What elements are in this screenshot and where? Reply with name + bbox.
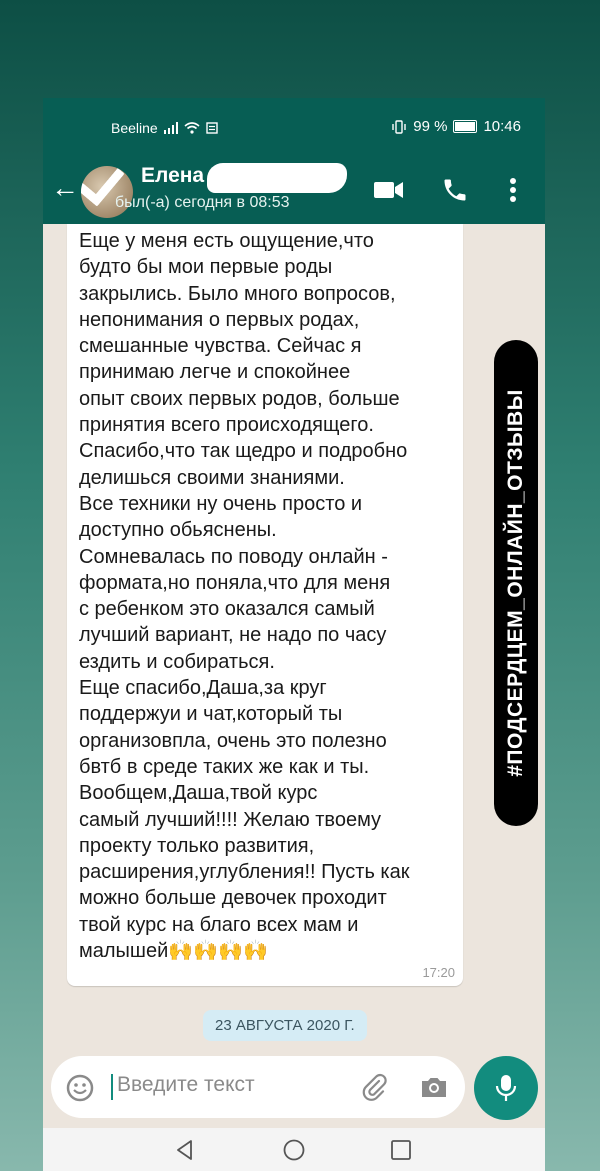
video-call-icon[interactable] (373, 176, 405, 202)
status-bar (43, 98, 545, 158)
back-arrow-icon[interactable]: ← (51, 172, 79, 203)
redaction-mark (207, 163, 347, 193)
nav-home-icon[interactable] (282, 1138, 306, 1162)
hashtag-text: #ПОДСЕРДЦЕМ_ОНЛАЙН_ОТЗЫВЫ (504, 389, 527, 777)
hashtag-banner (494, 340, 538, 826)
more-vert-icon[interactable] (508, 176, 518, 204)
mic-button[interactable] (474, 1056, 538, 1120)
contact-name[interactable]: Елена (141, 164, 205, 187)
notification-icon (206, 122, 218, 134)
nav-back-icon[interactable] (173, 1138, 197, 1162)
chat-header (43, 158, 545, 224)
chat-area[interactable] (43, 224, 545, 1051)
incoming-message-bubble[interactable] (67, 224, 463, 986)
mic-icon (495, 1073, 517, 1103)
carrier-label: Beeline (111, 120, 158, 136)
nav-recents-icon[interactable] (389, 1138, 413, 1162)
date-chip: 23 АВГУСТА 2020 Г. (203, 1010, 367, 1041)
phone-screen (43, 98, 545, 1171)
vibrate-icon (391, 120, 407, 134)
status-right (391, 118, 521, 135)
text-cursor (111, 1074, 113, 1100)
last-seen-status: был(-а) сегодня в 08:53 (115, 194, 290, 211)
phone-icon[interactable] (441, 176, 469, 204)
camera-icon[interactable] (419, 1072, 449, 1102)
system-nav-bar (43, 1128, 545, 1171)
status-time: 10:46 (483, 118, 521, 135)
status-left (111, 120, 218, 136)
message-text: Еще у меня есть ощущение,что будто бы мои первые роды закрылись. Было много вопросов, непонимания о первых родах, смешанные чувства. Сейчас я принимаю легче и спокойнее опыт своих первых родов, больше принятия всего происходящего. Спасибо,что так щедро и подробно делишься своими знаниями. Все техники ну очень просто и доступно обьяснены. Сомневалась по поводу онлайн - формата,но поняла,что для меня с ребенком это оказался самый лучший вариант, не надо по часу ездить и собираться. Еще спасибо,Даша,за круг поддержуи и чат,который ты организовпла, очень это полезно бвтб в среде таких же как и ты. Вообщем,Даша,твой курс самый лучший!!!! Желаю твоему проекту только развития, расширения,углубления!! Пусть как можно больше девочек проходит твой курс на благо всех мам и малышей🙌🙌🙌🙌 (79, 230, 410, 963)
emoji-icon[interactable] (65, 1073, 95, 1103)
battery-percent: 99 % (413, 118, 448, 135)
message-input[interactable] (115, 1072, 299, 1098)
signal-icon (164, 122, 178, 134)
message-input-bar (51, 1056, 465, 1118)
attach-icon[interactable] (359, 1072, 389, 1102)
message-time: 17:20 (422, 965, 455, 980)
wifi-icon (184, 122, 200, 134)
battery-icon (453, 120, 477, 133)
